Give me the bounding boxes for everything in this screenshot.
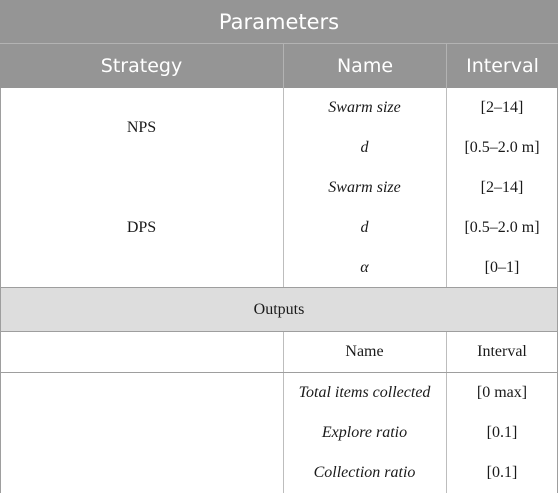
table-row [0, 208, 558, 248]
table-row [0, 168, 558, 208]
parameters-body [0, 88, 558, 288]
output-interval: [0.1] [486, 424, 518, 441]
param-interval: [2–14] [480, 179, 524, 196]
outputs-column-header-row [0, 332, 558, 373]
param-interval: [0.5–2.0 m] [464, 139, 540, 156]
column-header-row [0, 44, 558, 88]
strategy-header: Strategy [100, 55, 183, 77]
strategy-nps: NPS [126, 119, 157, 136]
param-interval: [2–14] [480, 99, 524, 116]
table-row [0, 453, 558, 493]
interval-header: Interval [446, 44, 558, 88]
outputs-interval-header: Interval [477, 343, 527, 360]
name-header: Name [283, 44, 446, 88]
strategy-dps: DPS [126, 219, 157, 236]
param-interval: [0–1] [484, 259, 520, 276]
output-name: Total items collected [298, 384, 431, 401]
param-name: α [360, 259, 369, 276]
output-interval: [0.1] [486, 464, 518, 481]
table-row [0, 248, 558, 288]
outputs-name-header: Name [345, 343, 384, 360]
table-border-left [0, 88, 1, 493]
output-name: Collection ratio [313, 464, 416, 481]
table-row [0, 413, 558, 453]
param-name: d [360, 139, 369, 156]
outputs-body [0, 373, 558, 493]
table-row [0, 88, 558, 128]
param-name: Swarm size [328, 99, 401, 116]
table-title: Parameters [0, 0, 558, 44]
param-interval: [0.5–2.0 m] [464, 219, 540, 236]
table-row [0, 128, 558, 168]
output-name: Explore ratio [321, 424, 408, 441]
param-name: d [360, 219, 369, 236]
output-interval: [0 max] [476, 384, 528, 401]
outputs-section-header: Outputs [0, 288, 558, 332]
param-name: Swarm size [328, 179, 401, 196]
table-row [0, 373, 558, 413]
